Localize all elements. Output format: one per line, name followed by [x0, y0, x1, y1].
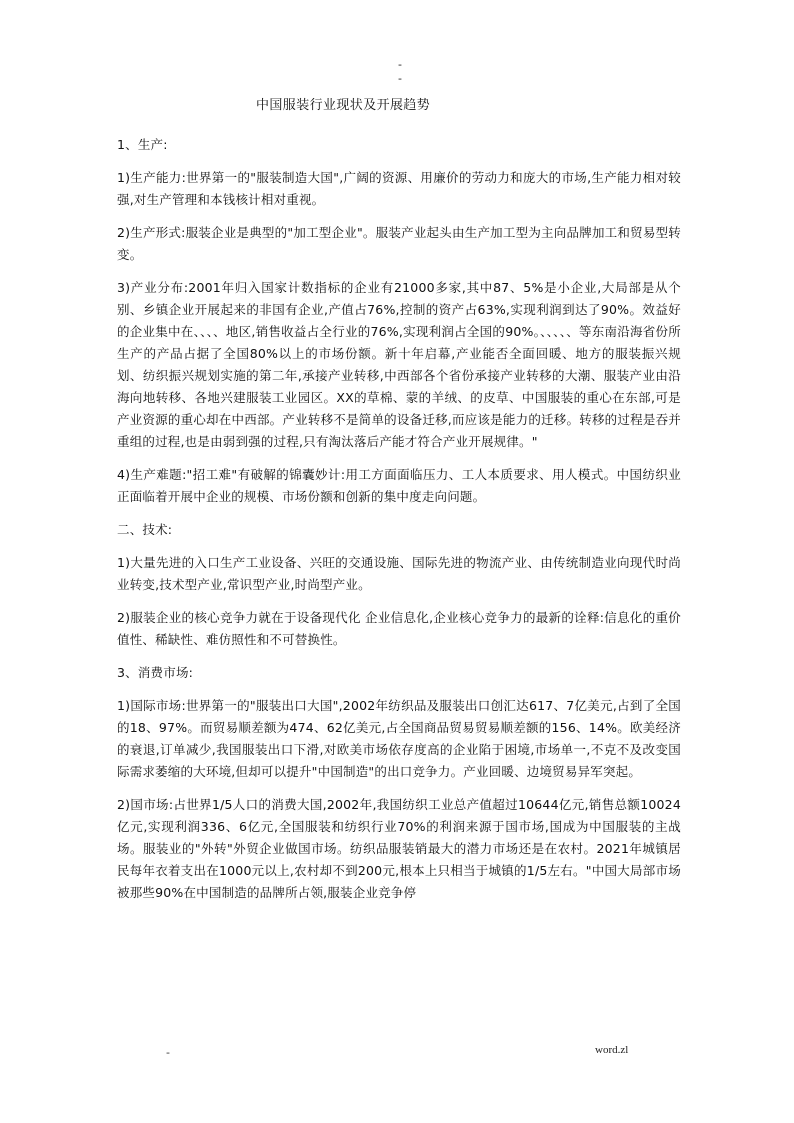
footer-label: word.zl — [595, 1044, 629, 1056]
paragraph-difficulty: 4)生产难题:"招工难"有破解的锦囊妙计:用工方面面临压力、工人本质要求、用人模式。中国纺织业正面临着开展中企业的规模、市场份额和创新的集中度走向问题。 — [117, 467, 681, 504]
header-mark: - — [398, 58, 402, 71]
paragraph-competitiveness: 2)服装企业的核心竞争力就在于设备现代化 企业信息化,企业核心竞争力的最新的诠释:信息化的重价值性、稀缺性、难仿照性和不可替换性。 — [117, 610, 681, 647]
section-heading-technology: 二、技术: — [117, 522, 173, 537]
document-title: 中国服装行业现状及开展趋势 — [256, 98, 431, 113]
paragraph-distribution: 3)产业分布:2001年归入国家计数指标的企业有21000多家,其中87、5%是小企业,大局部是从个别、乡镇企业开展起来的非国有企业,产值占76%,控制的资产占63%,实现利润到达了90%。效益好的企业集中在、、、、地区,销售收益占全行业的76%,实现利润占全国的90%。、、、、、等东南沿海省份所生产的产品占据了全国80%以上的市场份额。新十年启幕,产业能否全面回暖、地方的服装振兴规划、纺织振兴规划实施的第二年,承接产业转移,中西部各个省份承接产业转移的大潮、服装产业由沿海向地转移、各地兴建服装工业园区。XX的草棉、蒙的羊绒、的皮草、中国服装的重心在东部,可是产业资源的重心却在中西部。产业转移不是简单的设备迁移,而应该是能力的迁移。转移的过程是吞并重组的过程,也是由弱到强的过程,只有淘汰落后产能才符合产业开展规律。" — [117, 280, 681, 449]
section-heading-market: 3、消费市场: — [117, 665, 194, 680]
document-body — [117, 134, 681, 915]
paragraph-capacity: 1)生产能力:世界第一的"服装制造大国",广阔的资源、用廉价的劳动力和庞大的市场,生产能力相对较强,对生产管理和本钱核计相对重视。 — [117, 170, 681, 207]
page-header-marks — [394, 58, 406, 86]
footer-mark: - — [166, 1046, 170, 1059]
header-mark: - — [398, 72, 402, 85]
paragraph-international-market: 1)国际市场:世界第一的"服装出口大国",2002年纺织品及服装出口创汇达617、7亿美元,占到了全国的18、97%。而贸易顺差额为474、62亿美元,占全国商品贸易贸易顺差额的156、14%。欧美经济的衰退,订单减少,我国服装出口下滑,对欧美市场依存度高的企业陷于困境,市场单一,不克不及改变国际需求萎缩的大环境,但却可以提升"中国制造"的出口竞争力。产业回暖、边境贸易异军突起。 — [117, 698, 681, 779]
paragraph-form: 2)生产形式:服装企业是典型的"加工型企业"。服装产业起头由生产加工型为主向品牌加工和贸易型转变。 — [117, 225, 681, 262]
section-heading-production: 1、生产: — [117, 137, 168, 152]
paragraph-domestic-market: 2)国市场:占世界1/5人口的消费大国,2002年,我国纺织工业总产值超过10644亿元,销售总额10024亿元,实现利润336、6亿元,全国服装和纺织行业70%的利润来源于国市场,国成为中国服装的主战场。服装业的"外转"外贸企业做国市场。纺织品服装销最大的潜力市场还是在农村。2021年城镇居民每年衣着支出在1000元以上,农村却不到200元,根本上只相当于城镇的1/5左右。"中国大局部市场被那些90%在中国制造的品牌所占领,服装企业竞争停 — [117, 797, 681, 900]
paragraph-equipment: 1)大量先进的入口生产工业设备、兴旺的交通设施、国际先进的物流产业、由传统制造业向现代时尚业转变,技术型产业,常识型产业,时尚型产业。 — [117, 555, 681, 592]
